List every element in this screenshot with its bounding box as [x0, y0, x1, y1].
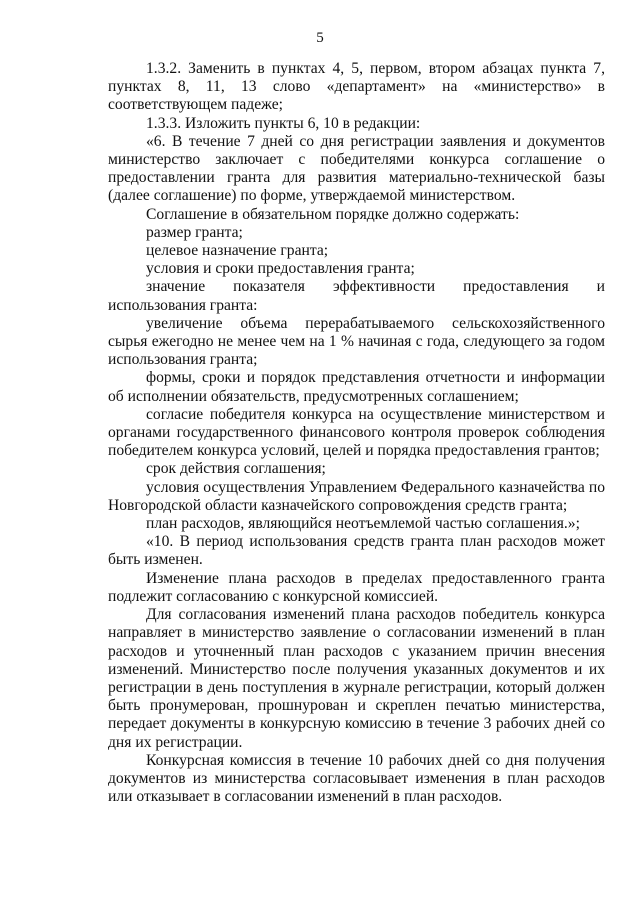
page-number: 5 — [316, 30, 324, 46]
paragraph-1-3-3: 1.3.3. Изложить пункты 6, 10 в редакции: — [146, 114, 421, 132]
list-item: увеличение объема перерабатываемого сельскохозяйственного сырья ежегодно не менее чем на 1 % начиная с года, следующего за годом использования гранта; — [108, 314, 605, 369]
list-item: целевое назначение гранта; — [146, 242, 329, 260]
paragraph-item-6: «6. В течение 7 дней со дня регистрации заявления и документов министерство заключает с победителями конкурса соглашение о предоставлении гранта для развития материально-технической базы (далее соглашение) по форме, утверждаемой министерством. — [108, 132, 605, 205]
list-item: значение показателя эффективности предоставления и использования гранта: — [108, 278, 605, 314]
paragraph: Для согласования изменений плана расходов победитель конкурса направляет в министерство заявление о согласовании изменений в план расходов и уточненный план расходов с указанием причин внесения изменений. Министерство после получения указанных документов и их регистрации в день поступления в журнале регистрации, который должен быть пронумерован, прошнурован и скреплен печатью министерства, передает документы в конкурсную комиссию в течение 3 рабочих дней со дня их регистрации. — [108, 606, 605, 751]
paragraph: Конкурсная комиссия в течение 10 рабочих дней со дня получения документов из министерства согласовывает изменения в план расходов или отказывает в согласовании изменений в план расходов. — [108, 751, 605, 806]
paragraph-agreement-contents: Соглашение в обязательном порядке должно содержать: — [146, 205, 520, 223]
list-item: срок действия соглашения; — [146, 460, 326, 478]
list-item: условия и сроки предоставления гранта; — [146, 260, 415, 278]
list-item: согласие победителя конкурса на осуществление министерством и органами государственного финансового контроля проверок соблюдения победителем конкурса условий, целей и порядка предоставления грантов; — [108, 405, 605, 460]
list-item: план расходов, являющийся неотъемлемой частью соглашения.»; — [146, 515, 580, 533]
paragraph-1-3-2: 1.3.2. Заменить в пунктах 4, 5, первом, втором абзацах пункта 7, пунктах 8, 11, 13 слово «департамент» на «министерство» в соответствующем падеже; — [108, 60, 605, 114]
list-item: размер гранта; — [146, 223, 243, 241]
list-item: условия осуществления Управлением Федерального казначейства по Новгородской области казначейского сопровождения средств гранта; — [108, 478, 605, 514]
document-body — [108, 60, 605, 806]
paragraph-item-10: «10. В период использования средств гранта план расходов может быть изменен. — [108, 533, 605, 569]
paragraph: Изменение плана расходов в пределах предоставленного гранта подлежит согласованию с конкурсной комиссией. — [108, 569, 605, 605]
list-item: формы, сроки и порядок представления отчетности и информации об исполнении обязательств, предусмотренных соглашением; — [108, 369, 605, 405]
